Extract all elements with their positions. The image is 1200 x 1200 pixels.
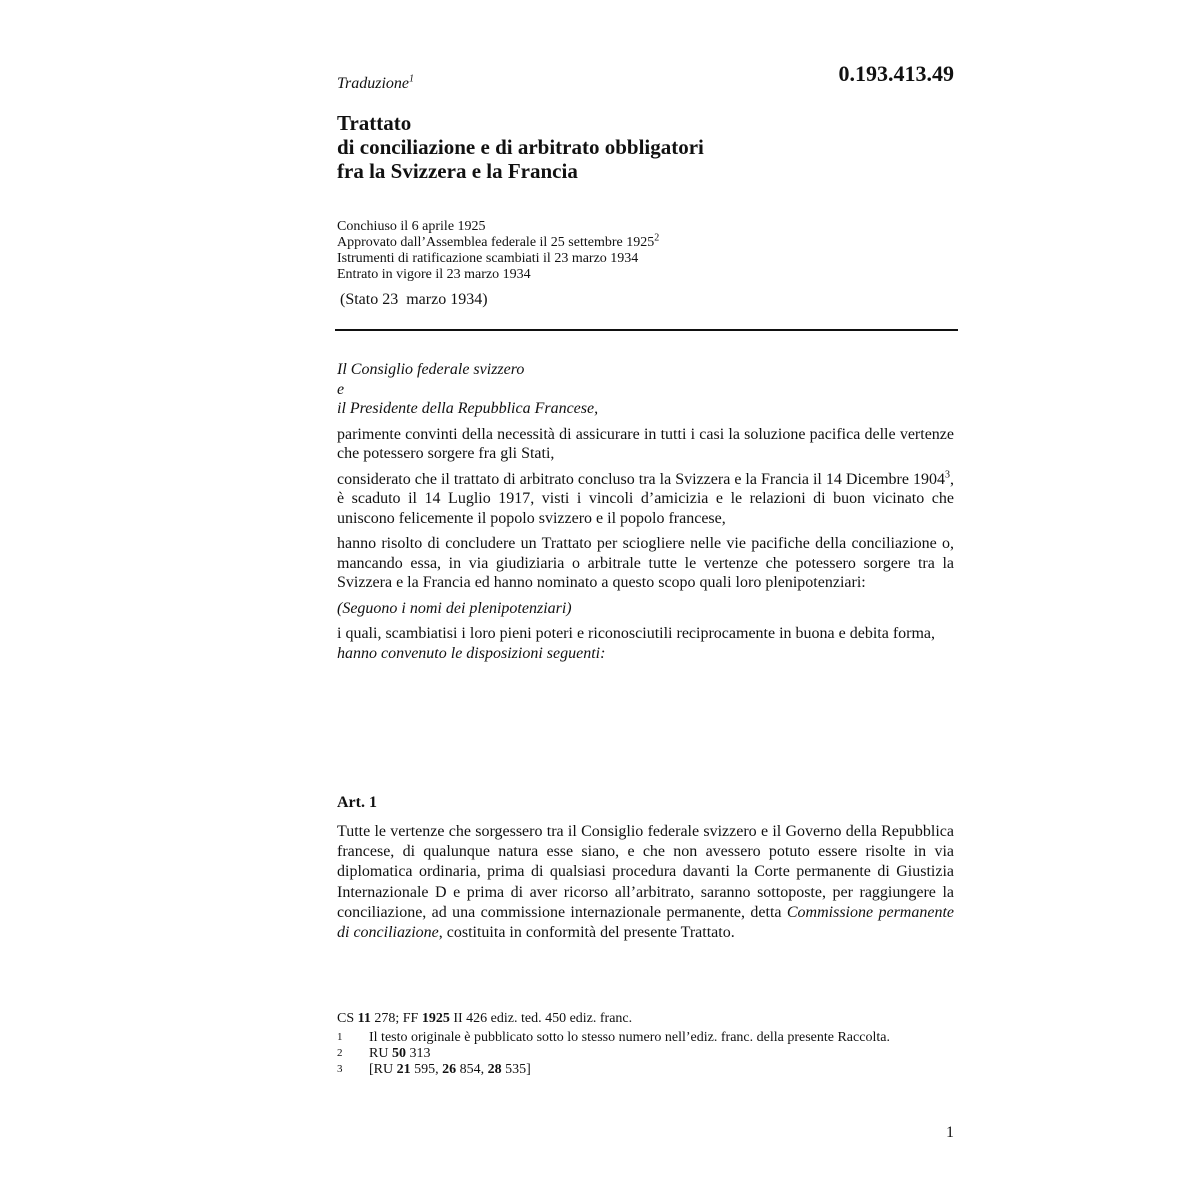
page-number: 1 — [946, 1124, 954, 1141]
preamble-paragraph-5: i quali, scambiatisi i loro pieni poteri e riconosciutili reciprocamente in buona e debita forma, — [337, 625, 936, 642]
document-title — [337, 111, 957, 183]
commission-name: Commissione permanente di conciliazione — [337, 903, 955, 942]
footnote-ref-3[interactable]: 3 — [945, 469, 950, 481]
preamble-paragraph-3: hanno risolto di concludere un Trattato per sciogliere nelle vie pacifiche della conciliazione o, mancando essa, in via giudiziaria o arbitrale tutte le vertenze che potessero sorgere tra la Svizzera e la Francia ed hanno nominato a questo scopo quali loro plenipotenziari: — [337, 535, 954, 591]
footnotes — [337, 1011, 954, 1078]
in-force-date: Entrato in vigore il 23 marzo 1934 — [337, 267, 531, 282]
ratification-date: Istrumenti di ratificazione scambiati il 23 marzo 1934 — [337, 251, 639, 266]
preamble-closing: hanno convenuto le disposizioni seguenti: — [337, 644, 606, 662]
approved-date: Approvato dall’Assemblea federale il 25 settembre 1925$^2$ — [337, 232, 660, 250]
footnote-ref-1[interactable]: 1 — [409, 73, 415, 85]
preamble-paragraph-1: parimente convinti della necessità di assicurare in tutti i casi la soluzione pacifica delle vertenze che potessero sorgere fra gli Stati, — [337, 425, 954, 462]
party-1: Il Consiglio federale svizzero — [337, 361, 525, 378]
collection-reference: CS 11 278; FF 1925 II 426 ediz. ted. 450 ediz. franc. — [337, 1011, 633, 1026]
concluded-date: Conchiuso il 6 aprile 1925 — [337, 219, 486, 234]
title-line-3: fra la Svizzera e la Francia — [337, 159, 578, 183]
translation-label: Traduzione$^1$ — [337, 73, 415, 92]
footnote-3: 3 [RU 21 595, 26 854, 28 535] — [337, 1062, 531, 1077]
preamble-paragraph-2: considerato che il trattato di arbitrato concluso tra la Svizzera e la Francia il 14 Dicembre 1904$^3$, è scaduto il 14 Luglio 1917, visti i vincoli d’amicizia e le relazioni di buon vicinato che uniscono felicemente il popolo svizzero e il popolo francese, — [337, 469, 954, 527]
footnote-2: 2 RU 50 313 — [337, 1046, 431, 1061]
title-line-2: di conciliazione e di arbitrato obbligatori — [337, 135, 704, 159]
status-date: (Stato 23 marzo 1934) — [340, 291, 488, 308]
article-1-text: Tutte le vertenze che sorgessero tra il Consiglio federale svizzero e il Governo della Repubblica francese, di qualunque natura esse siano, e che non avessero potuto essere risolte in via diplomatica ordinaria, prima di qualsiasi procedura davanti la Corte permanente di Giustizia Internazionale D e prima di aver ricorso all’arbitrato, saranno sottoposte, per raggiungere la conciliazione, ad una commissione internazionale permanente, detta Commissione permanente di conciliazione, costituita in conformità del presente Trattato. — [337, 823, 955, 942]
title-line-1: Trattato — [337, 111, 412, 135]
plenipotentiaries-note: (Seguono i nomi dei plenipotenziari) — [337, 599, 572, 617]
article-1-title: Art. 1 — [337, 794, 377, 811]
sr-number: 0.193.413.49 — [838, 61, 954, 86]
header-divider — [335, 329, 958, 331]
document-metadata — [337, 219, 957, 283]
preamble — [337, 360, 954, 669]
footnote-ref-2[interactable]: 2 — [654, 232, 660, 244]
footnote-1: 1 Il testo originale è pubblicato sotto lo stesso numero nell’ediz. franc. della presente Raccolta. — [337, 1030, 890, 1045]
party-2: il Presidente della Repubblica Francese, — [337, 400, 599, 417]
party-conjunction: e — [337, 380, 345, 398]
